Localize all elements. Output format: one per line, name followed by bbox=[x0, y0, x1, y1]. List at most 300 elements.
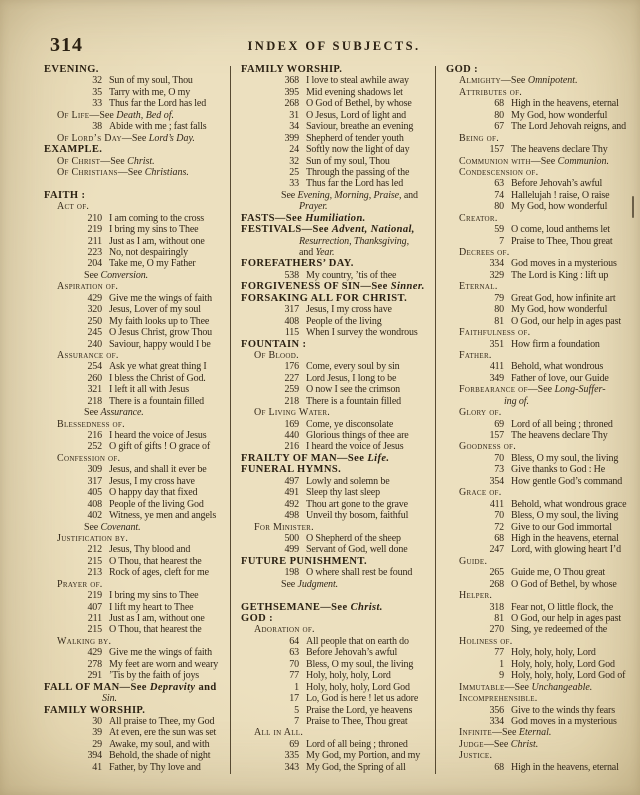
text-segment: My God, how wonderful bbox=[511, 201, 608, 213]
text-segment: Take me, O my Father bbox=[109, 258, 196, 270]
text-segment: For Minister. bbox=[254, 521, 314, 533]
hymn-title bbox=[306, 533, 401, 544]
hymn-entry bbox=[446, 178, 640, 189]
index-subheading bbox=[44, 453, 230, 464]
hymn-number: 329 bbox=[489, 269, 504, 281]
hymn-number: 317 bbox=[87, 475, 102, 487]
hymn-number: 213 bbox=[87, 567, 102, 579]
hymn-title bbox=[306, 544, 408, 555]
hymn-number: 33 bbox=[289, 178, 299, 190]
text-segment: —See bbox=[483, 738, 511, 750]
hymn-title bbox=[109, 316, 209, 327]
text-segment: Assurance of. bbox=[57, 349, 119, 361]
hymn-number: 356 bbox=[489, 704, 504, 716]
hymn-number: 41 bbox=[92, 761, 102, 773]
hymn-entry bbox=[44, 762, 230, 773]
hymn-number: 24 bbox=[289, 144, 299, 156]
hymn-title bbox=[109, 213, 204, 224]
text-segment: Almighty bbox=[459, 75, 501, 87]
hymn-entry bbox=[446, 339, 640, 350]
text-segment: O now I see the crimson bbox=[306, 384, 401, 396]
text-segment: God moves in a mysterious bbox=[511, 715, 617, 727]
hymn-title bbox=[511, 361, 603, 372]
continuation-line bbox=[241, 236, 435, 247]
hymn-entry bbox=[241, 750, 435, 761]
text-segment: Year. bbox=[315, 247, 335, 258]
hymn-entry bbox=[446, 579, 640, 590]
hymn-entry bbox=[44, 487, 230, 498]
hymn-title bbox=[511, 98, 619, 109]
hymn-title bbox=[511, 339, 600, 350]
text-segment: Grace of. bbox=[459, 487, 502, 499]
hymn-entry bbox=[44, 236, 230, 247]
index-heading bbox=[44, 705, 230, 716]
hymn-number: 247 bbox=[489, 544, 504, 556]
hymn-entry bbox=[241, 304, 435, 315]
hymn-number: 270 bbox=[489, 624, 504, 636]
text-segment: Covenant. bbox=[100, 521, 141, 533]
hymn-number: 210 bbox=[87, 212, 102, 224]
hymn-entry bbox=[241, 636, 435, 647]
text-segment: Attributes of. bbox=[459, 86, 523, 98]
hymn-title bbox=[109, 384, 189, 395]
hymn-number: 70 bbox=[289, 658, 299, 670]
hymn-number: 265 bbox=[489, 567, 504, 579]
text-segment: FASTS—See bbox=[241, 212, 306, 224]
hymn-entry bbox=[241, 510, 435, 521]
text-segment: Christ. bbox=[510, 738, 539, 750]
hymn-title bbox=[511, 567, 605, 578]
hymn-entry bbox=[44, 213, 230, 224]
hymn-number: 218 bbox=[284, 395, 299, 407]
hymn-number: 268 bbox=[284, 98, 299, 110]
text-segment: People of the living bbox=[306, 315, 382, 327]
text-segment: Conversion. bbox=[100, 269, 149, 281]
hymn-number: 211 bbox=[87, 613, 102, 624]
hymn-title bbox=[109, 499, 204, 510]
hymn-entry bbox=[446, 464, 640, 475]
hymn-title bbox=[306, 110, 406, 121]
text-segment: I lift my heart to Thee bbox=[109, 601, 194, 613]
hymn-entry bbox=[44, 727, 230, 738]
index-subheading bbox=[446, 327, 640, 338]
hymn-title bbox=[109, 224, 198, 235]
text-segment: How gentle God’s command bbox=[511, 475, 623, 487]
text-segment: Omnipotent. bbox=[527, 75, 578, 87]
hymn-title bbox=[511, 579, 617, 590]
hymn-entry bbox=[446, 430, 640, 441]
hymn-number: 215 bbox=[87, 555, 102, 567]
hymn-title bbox=[511, 419, 613, 430]
index-subheading bbox=[44, 350, 230, 361]
hymn-entry bbox=[241, 716, 435, 727]
hymn-title bbox=[109, 476, 195, 487]
text-segment: The heavens declare Thy bbox=[511, 144, 608, 156]
hymn-title bbox=[511, 762, 619, 773]
text-segment: O Jesus, Lord of light and bbox=[306, 109, 406, 121]
text-segment: Before Jehovah’s awful bbox=[306, 647, 398, 659]
hymn-entry bbox=[446, 499, 640, 510]
hymn-number: 68 bbox=[494, 761, 504, 773]
hymn-entry bbox=[44, 430, 230, 441]
hymn-number: 68 bbox=[494, 98, 504, 110]
hymn-number: 74 bbox=[494, 189, 504, 201]
text-segment: There is a fountain filled bbox=[306, 395, 401, 407]
hymn-title bbox=[511, 499, 626, 510]
index-subheading bbox=[446, 281, 640, 292]
text-segment: —See bbox=[117, 166, 145, 178]
hymn-title bbox=[511, 304, 607, 315]
hymn-entry bbox=[241, 373, 435, 384]
index-subheading bbox=[446, 247, 640, 258]
hymn-number: 72 bbox=[494, 521, 504, 533]
hymn-number: 318 bbox=[489, 601, 504, 613]
hymn-number: 268 bbox=[489, 578, 504, 590]
hymn-title bbox=[306, 156, 390, 167]
text-segment: EXAMPLE. bbox=[44, 144, 103, 156]
hymn-number: 79 bbox=[494, 292, 504, 304]
hymn-number: 34 bbox=[289, 121, 299, 133]
text-segment: —See bbox=[491, 727, 519, 739]
hymn-title bbox=[511, 464, 605, 475]
text-segment: Hallelujah ! raise, O raise bbox=[511, 189, 610, 201]
hymn-entry bbox=[44, 659, 230, 670]
hymn-title bbox=[511, 201, 607, 212]
see-reference bbox=[44, 522, 230, 533]
index-heading bbox=[241, 293, 435, 304]
hymn-entry bbox=[44, 613, 230, 624]
index-subheading bbox=[44, 281, 230, 292]
text-segment: EVENING. bbox=[44, 64, 99, 75]
index-subheading bbox=[446, 156, 640, 167]
text-segment: Lo, God is here ! let us adore bbox=[306, 693, 419, 705]
hymn-number: 80 bbox=[494, 201, 504, 213]
hymn-number: 81 bbox=[494, 613, 504, 624]
text-segment: Communion with bbox=[459, 155, 531, 167]
index-subheading bbox=[44, 133, 230, 144]
hymn-entry bbox=[241, 316, 435, 327]
hymn-entry bbox=[446, 258, 640, 269]
hymn-title bbox=[306, 121, 413, 132]
hymn-title bbox=[511, 647, 596, 658]
hymn-entry bbox=[241, 487, 435, 498]
hymn-title bbox=[109, 613, 205, 624]
hymn-entry bbox=[44, 224, 230, 235]
hymn-entry bbox=[446, 624, 640, 635]
text-segment: Of Blood. bbox=[254, 349, 299, 361]
hymn-entry bbox=[44, 739, 230, 750]
index-subheading bbox=[446, 441, 640, 452]
see-reference bbox=[44, 270, 230, 281]
text-segment: Abide with me ; fast falls bbox=[109, 121, 207, 133]
text-segment: O Shepherd of the sheep bbox=[306, 532, 401, 544]
text-segment: Praise to Thee, Thou great bbox=[306, 715, 408, 727]
hymn-title bbox=[109, 361, 207, 372]
hymn-number: 73 bbox=[494, 464, 504, 476]
text-segment: Of Life bbox=[57, 109, 90, 121]
text-segment: Praise the Lord, ye heavens bbox=[306, 704, 413, 716]
hymn-number: 216 bbox=[87, 430, 102, 441]
hymn-title bbox=[109, 327, 212, 338]
text-segment: Servant of God, well done bbox=[306, 544, 408, 556]
text-segment: O come, loud anthems let bbox=[511, 224, 610, 236]
text-segment: O God of Bethel, by whose bbox=[306, 98, 412, 110]
text-segment: Give me the wings of faith bbox=[109, 647, 213, 659]
text-segment: O Thou, that hearest the bbox=[109, 624, 202, 636]
text-segment: All in All. bbox=[254, 727, 304, 739]
page-header bbox=[0, 34, 640, 60]
text-segment: The Lord Jehovah reigns, and bbox=[511, 121, 626, 133]
hymn-entry bbox=[44, 567, 230, 578]
hymn-title bbox=[511, 178, 602, 189]
see-reference bbox=[44, 407, 230, 418]
text-segment: GOD : bbox=[446, 64, 479, 75]
hymn-title bbox=[109, 98, 206, 109]
text-segment: Long-Suffer- bbox=[554, 384, 606, 396]
hymn-title bbox=[306, 750, 420, 761]
hymn-title bbox=[109, 487, 197, 498]
hymn-title bbox=[109, 602, 193, 613]
hymn-number: 223 bbox=[87, 247, 102, 258]
text-segment: Just as I am, without one bbox=[109, 235, 205, 247]
text-segment: Judge bbox=[459, 738, 484, 750]
continuation-line bbox=[44, 693, 230, 704]
hymn-entry bbox=[241, 396, 435, 407]
hymn-number: 245 bbox=[87, 327, 102, 339]
text-segment: Walking by. bbox=[57, 635, 112, 647]
hymn-title bbox=[511, 453, 618, 464]
hymn-title bbox=[306, 682, 410, 693]
hymn-entry bbox=[241, 156, 435, 167]
text-segment: ’Tis by the faith of joys bbox=[109, 670, 200, 682]
text-segment: See bbox=[84, 521, 101, 533]
text-segment: Judgment. bbox=[297, 578, 339, 590]
text-segment: Sleep thy last sleep bbox=[306, 487, 380, 499]
text-segment: Jesus, Thy blood and bbox=[109, 544, 191, 556]
hymn-entry bbox=[446, 293, 640, 304]
hymn-number: 70 bbox=[494, 510, 504, 522]
text-segment: Evening, Morning, Praise, bbox=[297, 189, 402, 201]
text-segment: FAMILY WORSHIP. bbox=[44, 704, 146, 716]
index-subheading bbox=[44, 156, 230, 167]
text-segment: O happy day that fixed bbox=[109, 487, 198, 499]
hymn-number: 169 bbox=[284, 418, 299, 430]
text-segment: FAMILY WORSHIP. bbox=[241, 64, 343, 75]
hymn-entry bbox=[44, 510, 230, 521]
index-subheading bbox=[446, 739, 640, 750]
text-segment: At even, ere the sun was set bbox=[109, 727, 217, 739]
hymn-entry bbox=[446, 670, 640, 681]
index-subheading bbox=[241, 624, 435, 635]
index-subheading bbox=[446, 556, 640, 567]
text-segment: Christians. bbox=[144, 166, 189, 178]
index-subheading bbox=[446, 350, 640, 361]
text-segment: O God of Bethel, by whose bbox=[511, 578, 617, 590]
text-segment: Aspiration of. bbox=[57, 281, 119, 293]
text-segment: The heavens declare Thy bbox=[511, 430, 608, 441]
see-reference bbox=[241, 579, 435, 590]
hymn-number: 32 bbox=[289, 155, 299, 167]
text-segment: Give me the wings of faith bbox=[109, 292, 213, 304]
hymn-number: 317 bbox=[284, 304, 299, 316]
text-segment: Before Jehovah’s awful bbox=[511, 178, 603, 190]
hymn-number: 538 bbox=[284, 269, 299, 281]
hymn-title bbox=[511, 144, 608, 155]
hymn-number: 70 bbox=[494, 452, 504, 464]
hymn-number: 321 bbox=[87, 384, 102, 396]
text-segment: Forbearance of bbox=[459, 384, 528, 396]
hymn-title bbox=[511, 533, 619, 544]
text-segment: FOREFATHERS’ DAY. bbox=[241, 258, 354, 270]
hymn-number: 81 bbox=[494, 315, 504, 327]
hymn-entry bbox=[446, 236, 640, 247]
hymn-number: 115 bbox=[284, 327, 299, 339]
hymn-title bbox=[306, 384, 400, 395]
text-segment: O God, our help in ages past bbox=[511, 315, 621, 327]
hymn-title bbox=[109, 247, 188, 258]
text-segment: Of Lord’s Day bbox=[57, 132, 122, 144]
text-segment: Depravity bbox=[149, 681, 196, 693]
hymn-entry bbox=[446, 361, 640, 372]
hymn-number: 408 bbox=[87, 498, 102, 510]
text-segment: FRAILTY OF MAN—See bbox=[241, 452, 368, 464]
text-segment: Creator. bbox=[459, 212, 498, 224]
hymn-number: 67 bbox=[494, 121, 504, 133]
text-segment: Holy, holy, holy, Lord bbox=[306, 670, 391, 682]
hymn-title bbox=[306, 716, 408, 727]
hymn-number: 395 bbox=[284, 86, 299, 98]
text-segment: Behold, what wondrous grace bbox=[511, 498, 627, 510]
hymn-number: 176 bbox=[284, 361, 299, 373]
hymn-entry bbox=[44, 258, 230, 269]
hymn-title bbox=[306, 659, 413, 670]
hymn-title bbox=[109, 624, 202, 635]
hymn-entry bbox=[44, 327, 230, 338]
index-subheading bbox=[446, 213, 640, 224]
text-segment: O where shall rest be found bbox=[306, 567, 413, 579]
hymn-number: 7 bbox=[499, 235, 504, 247]
hymn-title bbox=[511, 670, 625, 681]
hymn-entry bbox=[446, 224, 640, 235]
text-segment: Act of. bbox=[57, 201, 90, 213]
text-segment: FAITH : bbox=[44, 189, 86, 201]
line-gap bbox=[44, 178, 230, 189]
hymn-entry bbox=[446, 544, 640, 555]
hymn-title bbox=[306, 499, 408, 510]
hymn-title bbox=[306, 373, 396, 384]
page-title: INDEX OF SUBJECTS. bbox=[247, 39, 421, 53]
text-segment: Just as I am, without one bbox=[109, 613, 205, 624]
text-segment: Come, every soul by sin bbox=[306, 361, 400, 373]
hymn-entry bbox=[446, 567, 640, 578]
text-segment: Sinner. bbox=[390, 281, 425, 293]
hymn-entry bbox=[44, 75, 230, 86]
hymn-title bbox=[511, 316, 621, 327]
hymn-entry bbox=[241, 361, 435, 372]
hymn-entry bbox=[446, 659, 640, 670]
hymn-number: 500 bbox=[284, 532, 299, 544]
text-segment: There is a fountain filled bbox=[109, 395, 204, 407]
hymn-entry bbox=[446, 510, 640, 521]
text-segment: Father. bbox=[459, 349, 492, 361]
hymn-number: 334 bbox=[489, 258, 504, 270]
text-segment: Holy, holy, holy, Lord God of bbox=[511, 670, 626, 682]
text-segment: My God, the Spring of all bbox=[306, 761, 406, 773]
hymn-title bbox=[109, 236, 205, 247]
text-segment: Saviour, happy would I be bbox=[109, 338, 211, 350]
hymn-entry bbox=[241, 476, 435, 487]
text-segment: O Jesus Christ, grow Thou bbox=[109, 327, 213, 339]
hymn-title bbox=[511, 121, 626, 132]
hymn-entry bbox=[241, 87, 435, 98]
text-segment: See bbox=[281, 578, 298, 590]
hymn-number: 343 bbox=[284, 761, 299, 773]
hymn-title bbox=[306, 327, 418, 338]
index-subheading bbox=[446, 590, 640, 601]
text-segment: Shepherd of tender youth bbox=[306, 132, 404, 144]
text-segment: —See bbox=[89, 109, 117, 121]
hymn-title bbox=[109, 396, 204, 407]
text-segment: Sin. bbox=[102, 693, 117, 705]
index-subheading bbox=[446, 407, 640, 418]
text-segment: Behold, what wondrous bbox=[511, 361, 604, 373]
text-segment: Glorious things of thee are bbox=[306, 430, 409, 441]
hymn-entry bbox=[44, 464, 230, 475]
text-segment: Of Christians bbox=[57, 166, 118, 178]
hymn-entry bbox=[241, 98, 435, 109]
text-segment: I bring my sins to Thee bbox=[109, 224, 199, 236]
text-segment: I heard the voice of Jesus bbox=[306, 441, 404, 453]
hymn-number: 429 bbox=[87, 292, 102, 304]
text-segment: Lord’s Day. bbox=[148, 132, 195, 144]
text-segment: Jesus, and shall it ever be bbox=[109, 464, 207, 476]
text-segment: Holy, holy, holy, Lord God bbox=[511, 658, 615, 670]
text-segment: Give to the winds thy fears bbox=[511, 704, 615, 716]
index-subheading bbox=[44, 636, 230, 647]
text-segment: Father of love, our Guide bbox=[511, 372, 609, 384]
text-segment: Confession of. bbox=[57, 452, 121, 464]
hymn-title bbox=[306, 316, 382, 327]
text-segment: Thus far the Lord has led bbox=[109, 98, 207, 110]
hymn-title bbox=[109, 293, 212, 304]
index-subheading bbox=[241, 407, 435, 418]
hymn-entry bbox=[446, 201, 640, 212]
text-segment: See bbox=[84, 407, 101, 419]
hymn-number: 250 bbox=[87, 315, 102, 327]
hymn-title bbox=[511, 613, 621, 624]
index-heading bbox=[44, 190, 230, 201]
text-segment: Sun of my soul, Thou bbox=[306, 155, 390, 167]
hymn-number: 215 bbox=[87, 624, 102, 636]
hymn-title bbox=[306, 419, 393, 430]
index-subheading bbox=[446, 133, 640, 144]
text-segment: Blessedness of. bbox=[57, 418, 125, 430]
see-reference bbox=[241, 190, 435, 201]
text-segment: High in the heavens, eternal bbox=[511, 761, 619, 773]
page-number: 314 bbox=[50, 34, 83, 56]
hymn-entry bbox=[241, 419, 435, 430]
hymn-entry bbox=[446, 522, 640, 533]
text-segment: Of Christ bbox=[57, 155, 101, 167]
hymn-number: 63 bbox=[494, 178, 504, 190]
hymn-entry bbox=[241, 682, 435, 693]
text-segment: —See bbox=[504, 681, 532, 693]
text-segment: Holiness of. bbox=[459, 635, 513, 647]
index-heading bbox=[241, 339, 435, 350]
text-segment: Decrees of. bbox=[459, 247, 510, 258]
hymn-entry bbox=[44, 602, 230, 613]
hymn-title bbox=[511, 110, 607, 121]
